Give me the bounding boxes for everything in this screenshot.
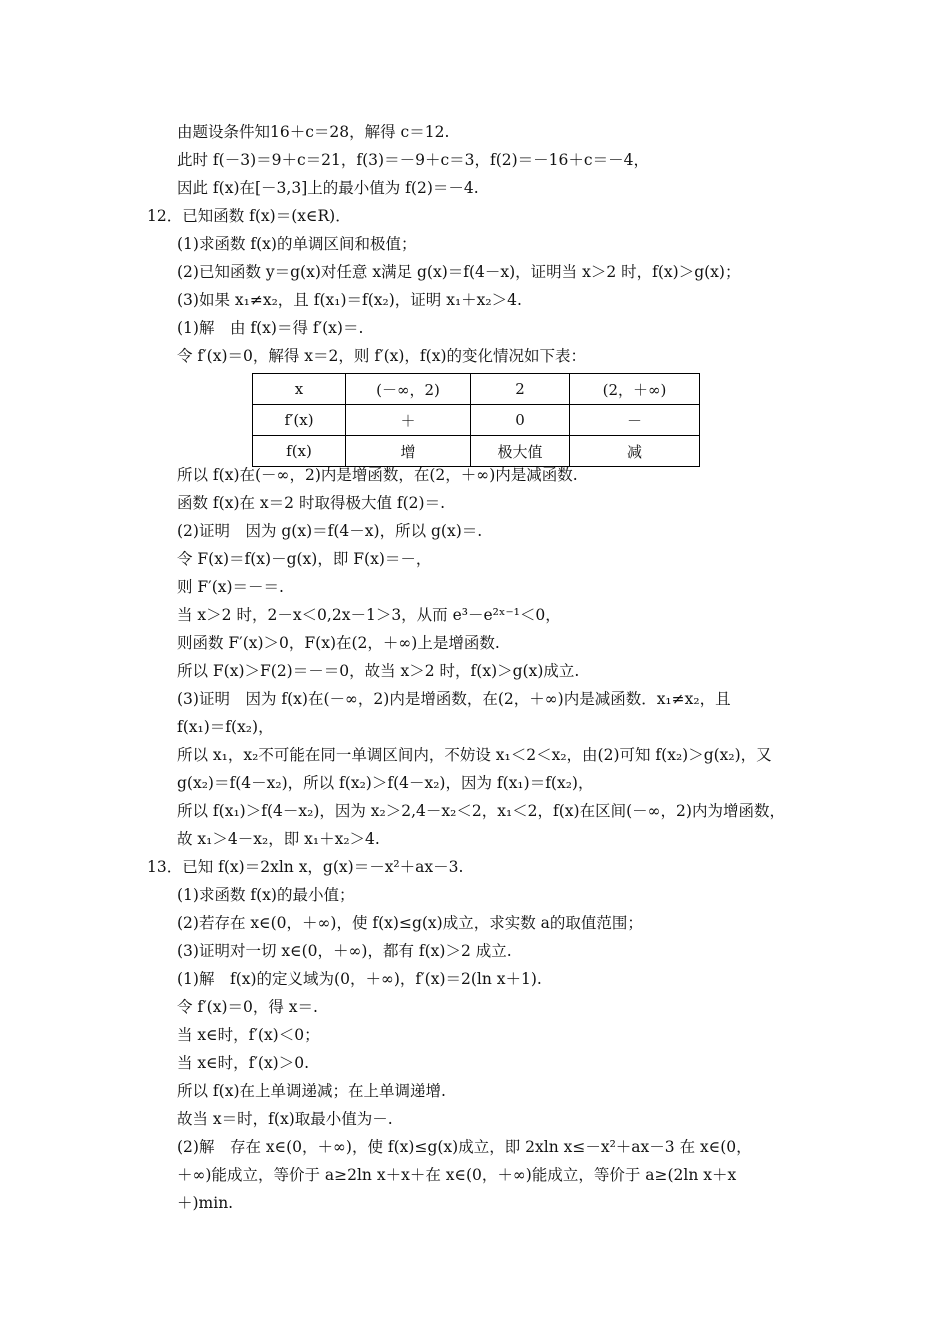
text-line: (2)已知函数 y＝g(x)对任意 x满足 g(x)＝f(4－x)，证明当 x＞2 时，f(x)＞g(x)； (177, 263, 741, 281)
text-line: (1)解 f(x)的定义域为(0，＋∞)，f′(x)＝2(ln x＋1). (177, 970, 542, 988)
table-cell: x (253, 374, 346, 405)
text-line: 故 x₁＞4－x₂，即 x₁＋x₂＞4. (177, 830, 380, 848)
text-line: (2)解 存在 x∈(0，＋∞)，使 f(x)≤g(x)成立，即 2xln x≤－x²＋ax－3 在 x∈(0， (177, 1138, 752, 1156)
text-line: (1)求函数 f(x)的单调区间和极值； (177, 235, 417, 253)
text-line: 当 x＞2 时，2－x＜0,2x－1＞3，从而 e³－e²ˣ⁻¹＜0， (177, 606, 561, 624)
table-cell: ＋ (346, 405, 471, 436)
variation-table (252, 373, 700, 467)
text-line: (3)证明 因为 f(x)在(－∞，2)内是增函数，在(2，＋∞)内是减函数．x₁≠x₂，且 (177, 690, 731, 708)
text-line: 当 x∈时，f′(x)＜0； (177, 1026, 320, 1044)
table-cell: 增 (346, 436, 471, 467)
text-line: (1)求函数 f(x)的最小值； (177, 886, 355, 904)
text-line: 此时 f(－3)＝9＋c＝21，f(3)＝－9＋c＝3，f(2)＝－16＋c＝－4， (177, 151, 649, 169)
table-row (253, 374, 700, 405)
table-row (253, 436, 700, 467)
table-cell: (2，＋∞) (570, 374, 700, 405)
text-line: 所以 F(x)＞F(2)＝－＝0，故当 x＞2 时，f(x)＞g(x)成立. (177, 662, 580, 680)
text-line: 因此 f(x)在[－3,3]上的最小值为 f(2)＝－4. (177, 179, 479, 197)
table-cell: 减 (570, 436, 700, 467)
table-cell: f′(x) (253, 405, 346, 436)
text-line: (2)若存在 x∈(0，＋∞)，使 f(x)≤g(x)成立，求实数 a的取值范围； (177, 914, 643, 932)
text-line: (1)解 由 f(x)＝得 f′(x)＝. (177, 319, 364, 337)
text-line: (2)证明 因为 g(x)＝f(4－x)，所以 g(x)＝. (177, 522, 483, 540)
text-line: ＋∞)能成立，等价于 a≥2ln x＋x＋在 x∈(0，＋∞)能成立，等价于 a≥(2ln x＋x (177, 1166, 737, 1184)
text-line: (3)证明对一切 x∈(0，＋∞)，都有 f(x)＞2 成立. (177, 942, 512, 960)
text-line: g(x₂)＝f(4－x₂)，所以 f(x₂)＞f(4－x₂)，因为 f(x₁)＝f(x₂)， (177, 774, 594, 792)
text-line: 所以 f(x₁)＞f(4－x₂)，因为 x₂＞2,4－x₂＜2，x₁＜2，f(x)在区间(－∞，2)内为增函数， (177, 802, 785, 820)
table-cell: (－∞，2) (346, 374, 471, 405)
problem-13-heading: 13．已知 f(x)＝2xln x，g(x)＝－x²＋ax－3. (147, 858, 464, 876)
text-line: 所以 f(x)在(－∞，2)内是增函数，在(2，＋∞)内是减函数. (177, 466, 578, 484)
table-cell: － (570, 405, 700, 436)
text-line: 则函数 F′(x)＞0，F(x)在(2，＋∞)上是增函数. (177, 634, 500, 652)
text-line: 则 F′(x)＝－＝. (177, 578, 284, 596)
text-line: 所以 x₁，x₂不可能在同一单调区间内，不妨设 x₁＜2＜x₂，由(2)可知 f(x₂)＞g(x₂)，又 (177, 746, 772, 764)
table-cell: 0 (471, 405, 570, 436)
text-line: 当 x∈时，f′(x)＞0. (177, 1054, 310, 1072)
text-line: ＋)min. (177, 1194, 234, 1212)
text-line: 令 f′(x)＝0，得 x＝. (177, 998, 318, 1016)
text-line: 所以 f(x)在上单调递减；在上单调递增. (177, 1082, 446, 1100)
table-row (253, 405, 700, 436)
text-line: 函数 f(x)在 x＝2 时取得极大值 f(2)＝. (177, 494, 446, 512)
table-cell: 极大值 (471, 436, 570, 467)
text-line: 故当 x＝时，f(x)取最小值为－. (177, 1110, 393, 1128)
text-line: f(x₁)＝f(x₂)， (177, 718, 274, 736)
table-cell: 2 (471, 374, 570, 405)
text-line: 令 f′(x)＝0，解得 x＝2，则 f′(x)，f(x)的变化情况如下表： (177, 347, 587, 365)
table-cell: f(x) (253, 436, 346, 467)
text-line: (3)如果 x₁≠x₂，且 f(x₁)＝f(x₂)，证明 x₁＋x₂＞4. (177, 291, 522, 309)
text-line: 令 F(x)＝f(x)－g(x)，即 F(x)＝－， (177, 550, 432, 568)
problem-12-heading: 12．已知函数 f(x)＝(x∈R)． (147, 207, 351, 225)
text-line: 由题设条件知16＋c＝28，解得 c＝12. (177, 123, 450, 141)
